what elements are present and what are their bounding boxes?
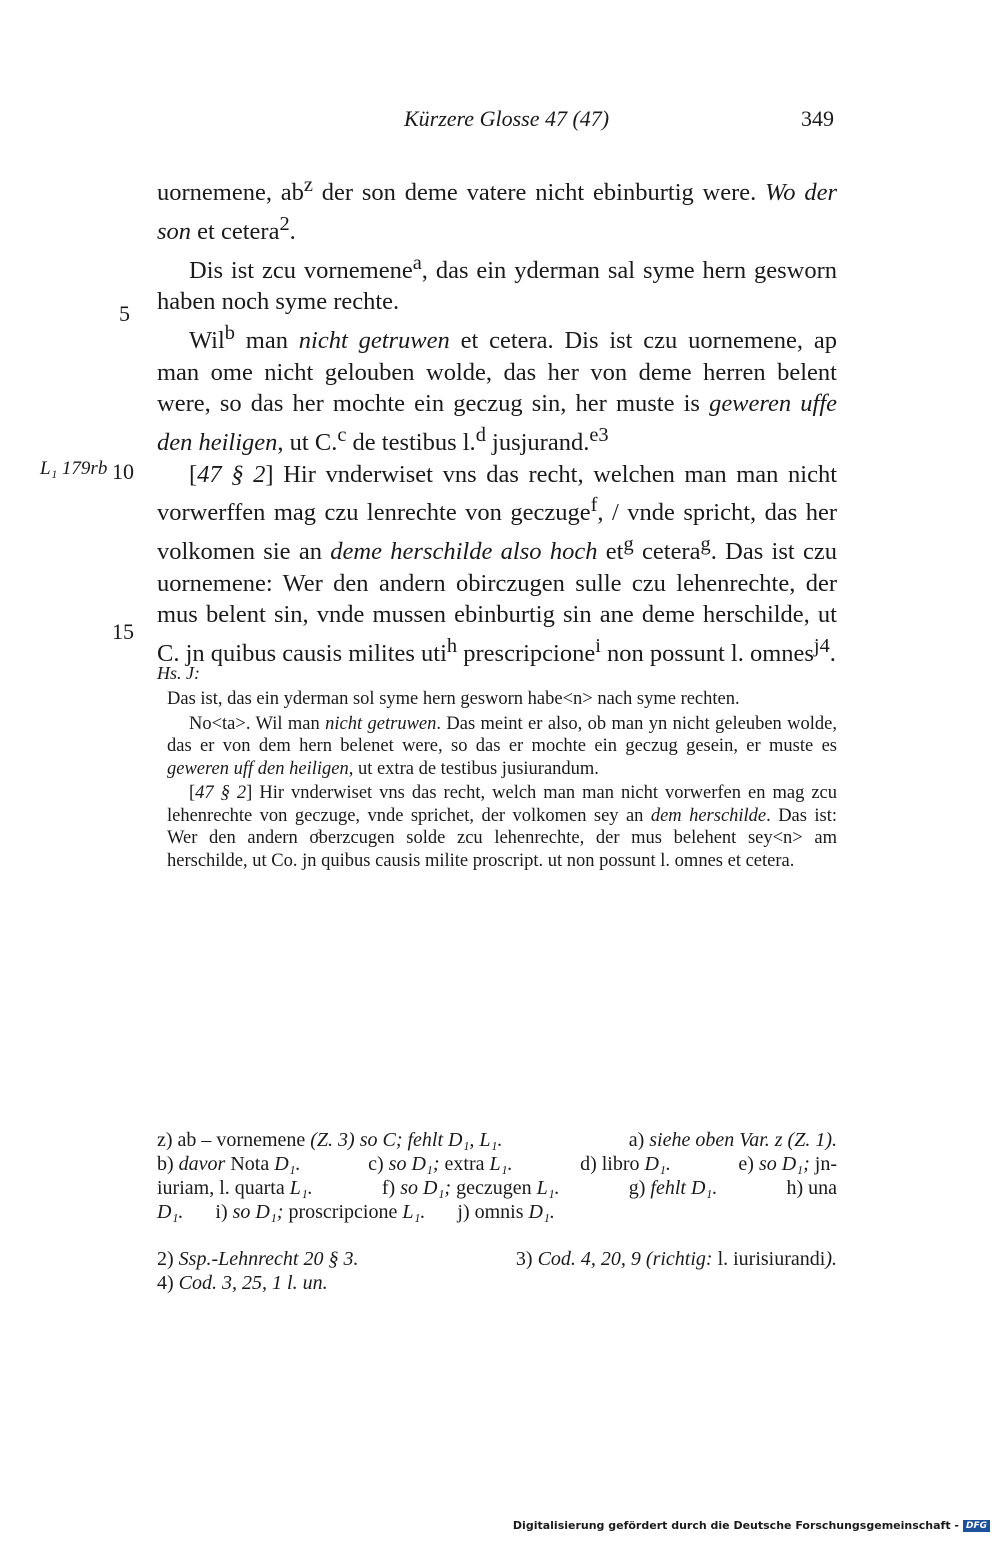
- variant-j: j) omnis D₁.: [457, 1201, 555, 1223]
- credit-text: Digitalisierung gefördert durch die Deutsche Forschungsgemeinschaft -: [512, 1519, 959, 1532]
- note-3: 3) Cod. 4, 20, 9 (richtig: l. iurisiurandi).: [515, 1248, 837, 1270]
- variant-mark-h: h: [446, 634, 458, 657]
- lemma: geweren uff den heiligen: [167, 758, 349, 779]
- source-notes: [157, 1247, 837, 1295]
- variant-d: d) libro D₁.: [580, 1153, 671, 1175]
- lemma: nicht getruwen: [298, 327, 450, 354]
- manuscript-text: [167, 688, 837, 872]
- hs-paragraph-2: No<ta>. Wil man nicht getruwen. Das meint er also, ob man yn nicht geleuben wolde, das er von dem hern belenet were, so das er mochte ein geczug gesein, er muste es geweren uff den heiligen, ut extra de testibus jusiurandum.: [167, 713, 838, 779]
- main-paragraph-2: Dis ist zcu vornemene$^a$, das ein yderman sal syme hern gesworn haben noch syme rechte.: [157, 251, 838, 316]
- lemma: geweren uffe den heiligen: [157, 390, 838, 456]
- variant-mark-z: z: [303, 174, 313, 196]
- running-head-title: Kürzere Glosse 47 (47): [404, 106, 610, 131]
- variant-g: g) fehlt D₁.: [628, 1177, 718, 1199]
- main-text: [157, 170, 837, 670]
- variant-mark-j4: j4: [813, 634, 830, 657]
- variant-mark-a: a: [412, 251, 422, 274]
- variant-mark-e3: e3: [589, 423, 609, 446]
- note-2: 2) Ssp.-Lehnrecht 20 § 3.: [157, 1248, 359, 1270]
- variant-b: b) davor Nota D₁.: [157, 1153, 301, 1175]
- variant-mark-g: g: [623, 532, 634, 555]
- funding-credit: [513, 1519, 990, 1532]
- section-reference: 47 § 2: [197, 460, 266, 488]
- page-number: 349: [801, 106, 834, 131]
- variant-i: i) so D₁; proscripcione L₁.: [215, 1201, 426, 1223]
- folio-marker: L₁ 179rb: [40, 458, 108, 479]
- variant-apparatus: [157, 1128, 837, 1224]
- hs-paragraph-1: Das ist, das ein yderman sol syme hern gesworn habe<n> nach syme rechten.: [167, 689, 740, 709]
- variant-mark-i: i: [595, 634, 601, 657]
- variant-h-cont: D₁.: [157, 1201, 184, 1223]
- manuscript-label: Hs. J:: [157, 663, 200, 683]
- variant-e-cont: iuriam, l. quarta L₁.: [157, 1177, 313, 1199]
- line-number-10: 10: [112, 459, 134, 484]
- variant-z: z) ab – vornemene (Z. 3) so C; fehlt D₁, L₁.: [157, 1129, 503, 1151]
- variant-e: e) so D₁; jn-: [738, 1153, 837, 1175]
- variant-mark-g: g: [700, 532, 711, 555]
- lemma: deme herschilde also hoch: [330, 538, 598, 566]
- line-number-5: 5: [119, 301, 130, 326]
- variant-mark-c: c: [337, 423, 347, 446]
- main-paragraph-1: uornemene, $ab^z$ der son deme vatere nicht ebinburtig were. Wo der son et cetera$^2$.: [157, 174, 837, 245]
- lemma: nicht getruwen: [325, 713, 437, 734]
- hs-paragraph-3: [47 § 2] Hir vnderwiset vns das recht, welch man man nicht vorwerfen en mag zcu lehenrechte von geczuge, vnde sprichet, der volkomen sey an dem herschilde. Das ist: Wer den andern oͦberzcugen solde zcu lehenrechte, der mus belehent sey<n> am herschilde, ut Co. jn quibus causis milite proscript. ut non possunt l. omnes et cetera.: [167, 783, 838, 871]
- dfg-logo: DFG: [963, 1520, 990, 1532]
- variant-mark-f: f: [590, 494, 598, 517]
- variant-h: h) una: [786, 1177, 837, 1199]
- section-reference: 47 § 2: [195, 783, 247, 803]
- line-number-15: 15: [112, 619, 134, 644]
- note-4: 4) Cod. 3, 25, 1 l. un.: [157, 1272, 328, 1294]
- variant-c: c) so D₁; extra L₁.: [368, 1153, 513, 1175]
- variant-mark-b: b: [224, 321, 235, 344]
- variant-f: f) so D₁; geczugen L₁.: [381, 1177, 560, 1199]
- main-paragraph-4: [47 § 2] Hir vnderwiset vns das recht, welchen man man nicht vorwerffen mag czu lenrechte von geczuge$^f$, / vnde spricht, das her volkomen sie an deme herschilde also hoch $et^g$ cetera$^g$. Das ist czu uornemene: Wer den andern obirczugen sulle czu lehenrechte, der mus belent sin, vnde mussen ebinburtig sin ane deme herschilde, ut C. jn quibus causis milites uti$^h$ prescripcione$^i$ non possunt l. omnes$^{j4}$.: [157, 460, 838, 667]
- variant-a: a) siehe oben Var. z (Z. 1).: [628, 1129, 837, 1151]
- lemma: Wo der son: [157, 179, 837, 245]
- main-paragraph-3: Wil$^b$ man nicht getruwen et cetera. Dis ist czu uornemene, ap man ome nicht gelouben wolde, das her von deme herren belent were, so das her mochte ein geczug sin, her muste is geweren uffe den heiligen, ut C.$^c$ de testibus l.$^d$ jusjurand.$^{e3}$: [157, 321, 838, 456]
- variant-mark-d: d: [475, 423, 486, 446]
- footnote-mark-2: 2: [279, 212, 290, 235]
- lemma: dem herschilde: [650, 805, 767, 826]
